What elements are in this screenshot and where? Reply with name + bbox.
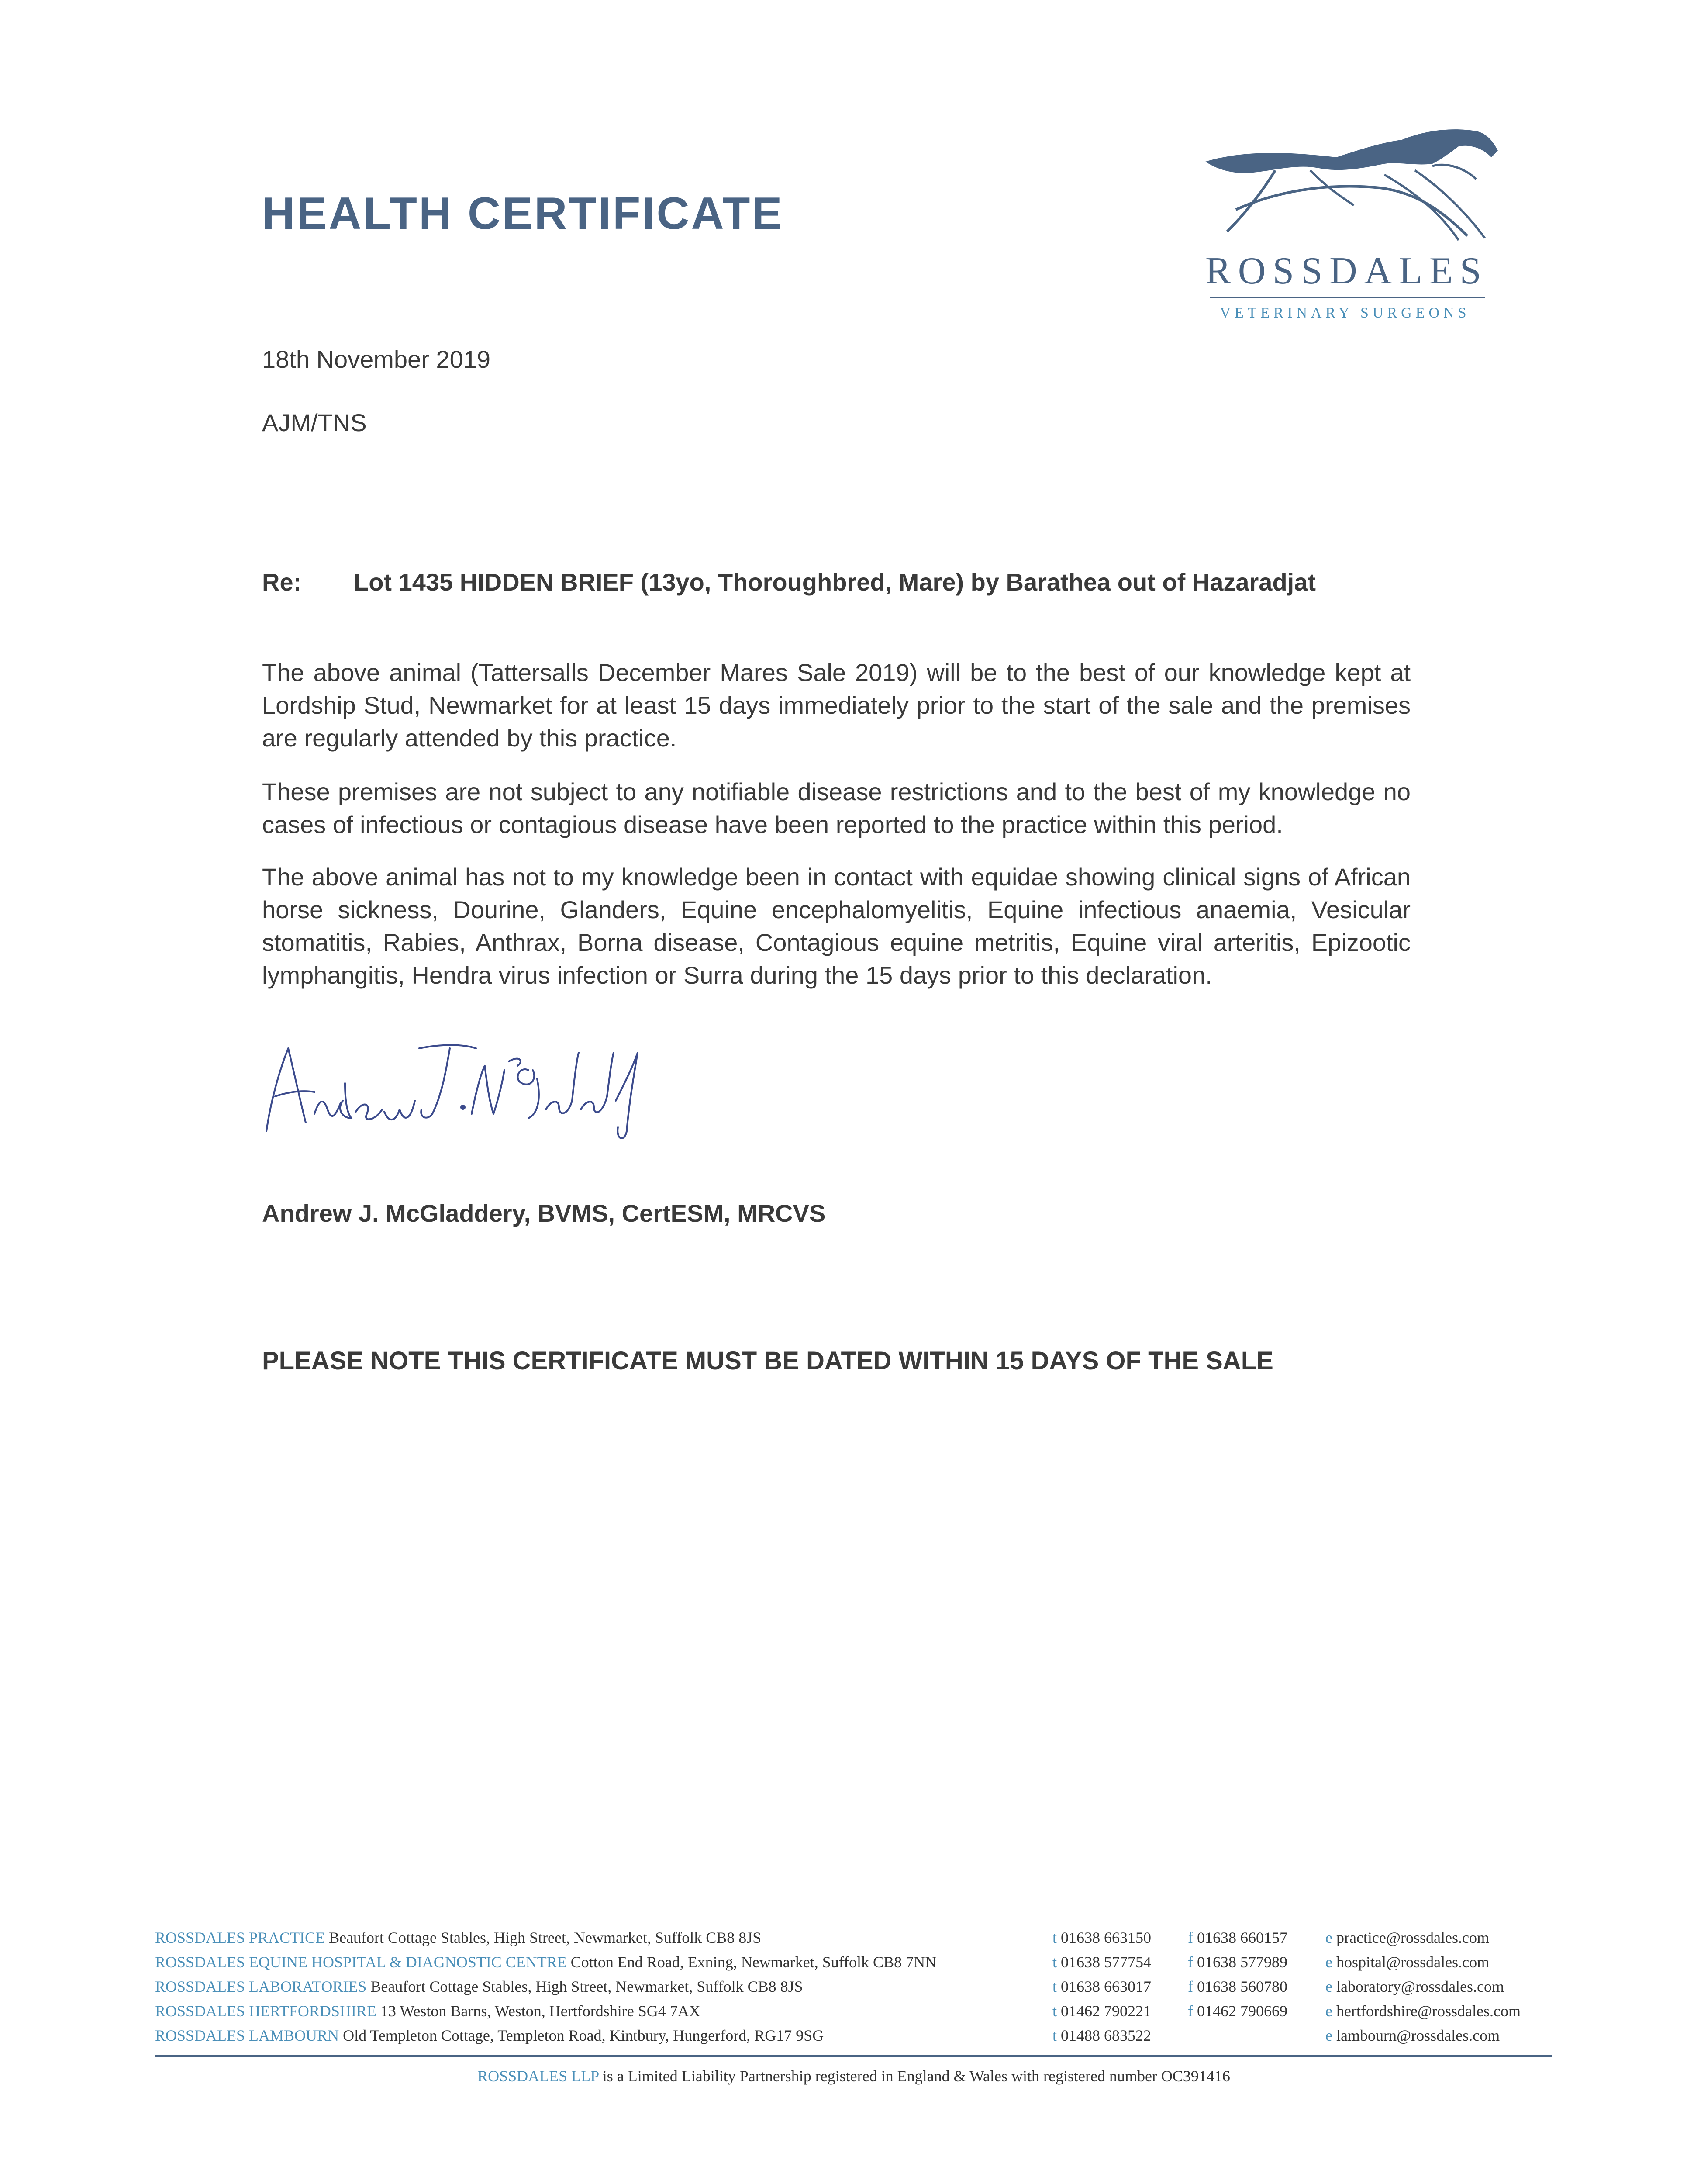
footer-email[interactable]: laboratory@rossdales.com bbox=[1336, 1978, 1504, 1995]
handwritten-signature bbox=[258, 1013, 642, 1144]
tel-prefix: t bbox=[1052, 2002, 1057, 2020]
email-prefix: e bbox=[1325, 1953, 1332, 1971]
paragraph-2: These premises are not subject to any notifiable disease restrictions and to the best of my knowledge no cases of infectious or contagious disease have been reported to the practice within this period. bbox=[262, 778, 1411, 838]
rossdales-logo bbox=[1197, 122, 1502, 332]
footer-email[interactable]: lambourn@rossdales.com bbox=[1336, 2027, 1500, 2044]
footer-address: Cotton End Road, Exning, Newmarket, Suffolk CB8 7NN bbox=[570, 1953, 937, 1971]
footer-location-name: ROSSDALES EQUINE HOSPITAL & DIAGNOSTIC CENTRE bbox=[155, 1953, 567, 1971]
letter-reference: AJM/TNS bbox=[262, 409, 367, 436]
logo-wordmark: ROSSDALES bbox=[1205, 250, 1488, 292]
paragraph-1: The above animal (Tattersalls December Mares Sale 2019) will be to the best of our knowledge kept at Lordship Stud, Newmarket for at least 15 days immediately prior to the start of the sale and the premises are regularly attended by this practice. bbox=[262, 659, 1411, 752]
fax-prefix: f bbox=[1188, 1929, 1193, 1946]
footer-address: Beaufort Cottage Stables, High Street, Newmarket, Suffolk CB8 8JS bbox=[329, 1929, 762, 1946]
footer-row bbox=[155, 2026, 1544, 2051]
tel-prefix: t bbox=[1052, 1953, 1057, 1971]
footer-email[interactable]: practice@rossdales.com bbox=[1336, 1929, 1489, 1946]
signer-name: Andrew J. McGladdery, BVMS, CertESM, MRCVS bbox=[262, 1199, 826, 1227]
footer-address: Beaufort Cottage Stables, High Street, Newmarket, Suffolk CB8 8JS bbox=[370, 1978, 803, 1995]
tel-prefix: t bbox=[1052, 2027, 1057, 2044]
email-prefix: e bbox=[1325, 1978, 1332, 1995]
footer-tel: 01638 577754 bbox=[1061, 1953, 1152, 1971]
tel-prefix: t bbox=[1052, 1978, 1057, 1995]
footer-row bbox=[155, 1928, 1544, 1953]
email-prefix: e bbox=[1325, 2027, 1332, 2044]
certificate-notice: PLEASE NOTE THIS CERTIFICATE MUST BE DATED WITHIN 15 DAYS OF THE SALE bbox=[262, 1347, 1273, 1375]
footer-address: 13 Weston Barns, Weston, Hertfordshire SG4 7AX bbox=[380, 2002, 700, 2020]
email-prefix: e bbox=[1325, 1929, 1332, 1946]
footer-row bbox=[155, 1953, 1544, 1977]
footer-tel: 01638 663017 bbox=[1061, 1978, 1152, 1995]
logo-divider bbox=[1210, 297, 1485, 298]
footer-location-name: ROSSDALES LABORATORIES bbox=[155, 1978, 367, 1995]
logo-subtitle: VETERINARY SURGEONS bbox=[1220, 305, 1470, 321]
tel-prefix: t bbox=[1052, 1929, 1057, 1946]
letter-date: 18th November 2019 bbox=[262, 346, 491, 373]
email-prefix: e bbox=[1325, 2002, 1332, 2020]
fax-prefix: f bbox=[1188, 2002, 1193, 2020]
footer-tel: 01488 683522 bbox=[1061, 2027, 1152, 2044]
footer-row bbox=[155, 1977, 1544, 2002]
llp-name: ROSSDALES LLP bbox=[477, 2067, 599, 2085]
footer-fax: 01638 560780 bbox=[1197, 1978, 1287, 1995]
fax-prefix: f bbox=[1188, 1978, 1193, 1995]
re-subject: Lot 1435 HIDDEN BRIEF (13yo, Thoroughbred, Mare) by Barathea out of Hazaradjat bbox=[354, 568, 1316, 596]
footer-fax: 01638 577989 bbox=[1197, 1953, 1287, 1971]
footer-contacts bbox=[155, 1928, 1544, 2051]
horse-logo-icon bbox=[1197, 122, 1502, 249]
footer-tel: 01638 663150 bbox=[1061, 1929, 1152, 1946]
footer-email[interactable]: hospital@rossdales.com bbox=[1336, 1953, 1490, 1971]
footer-row bbox=[155, 2002, 1544, 2026]
footer-fax: 01462 790669 bbox=[1197, 2002, 1287, 2020]
footer-tel: 01462 790221 bbox=[1061, 2002, 1152, 2020]
llp-statement bbox=[155, 2067, 1552, 2085]
footer-address: Old Templeton Cottage, Templeton Road, Kintbury, Hungerford, RG17 9SG bbox=[343, 2027, 824, 2044]
re-label: Re: bbox=[262, 568, 302, 596]
footer-location-name: ROSSDALES PRACTICE bbox=[155, 1929, 325, 1946]
footer-location-name: ROSSDALES LAMBOURN bbox=[155, 2027, 339, 2044]
footer-fax: 01638 660157 bbox=[1197, 1929, 1287, 1946]
footer-email[interactable]: hertfordshire@rossdales.com bbox=[1336, 2002, 1521, 2020]
certificate-title: HEALTH CERTIFICATE bbox=[262, 188, 784, 239]
footer-location-name: ROSSDALES HERTFORDSHIRE bbox=[155, 2002, 376, 2020]
footer-divider bbox=[155, 2055, 1552, 2057]
fax-prefix: f bbox=[1188, 1953, 1193, 1971]
llp-text: is a Limited Liability Partnership registered in England & Wales with registered number OC391416 bbox=[602, 2067, 1230, 2085]
paragraph-3: The above animal has not to my knowledge been in contact with equidae showing clinical signs of African horse sickness, Dourine, Glanders, Equine encephalomyelitis, Equine infectious anaemia, Vesicular stomatitis, Rabies, Anthrax, Borna disease, Contagious equine metritis, Equine viral arteritis, Epizootic lymphangitis, Hendra virus infection or Surra during the 15 days prior to this declaration. bbox=[262, 863, 1411, 989]
